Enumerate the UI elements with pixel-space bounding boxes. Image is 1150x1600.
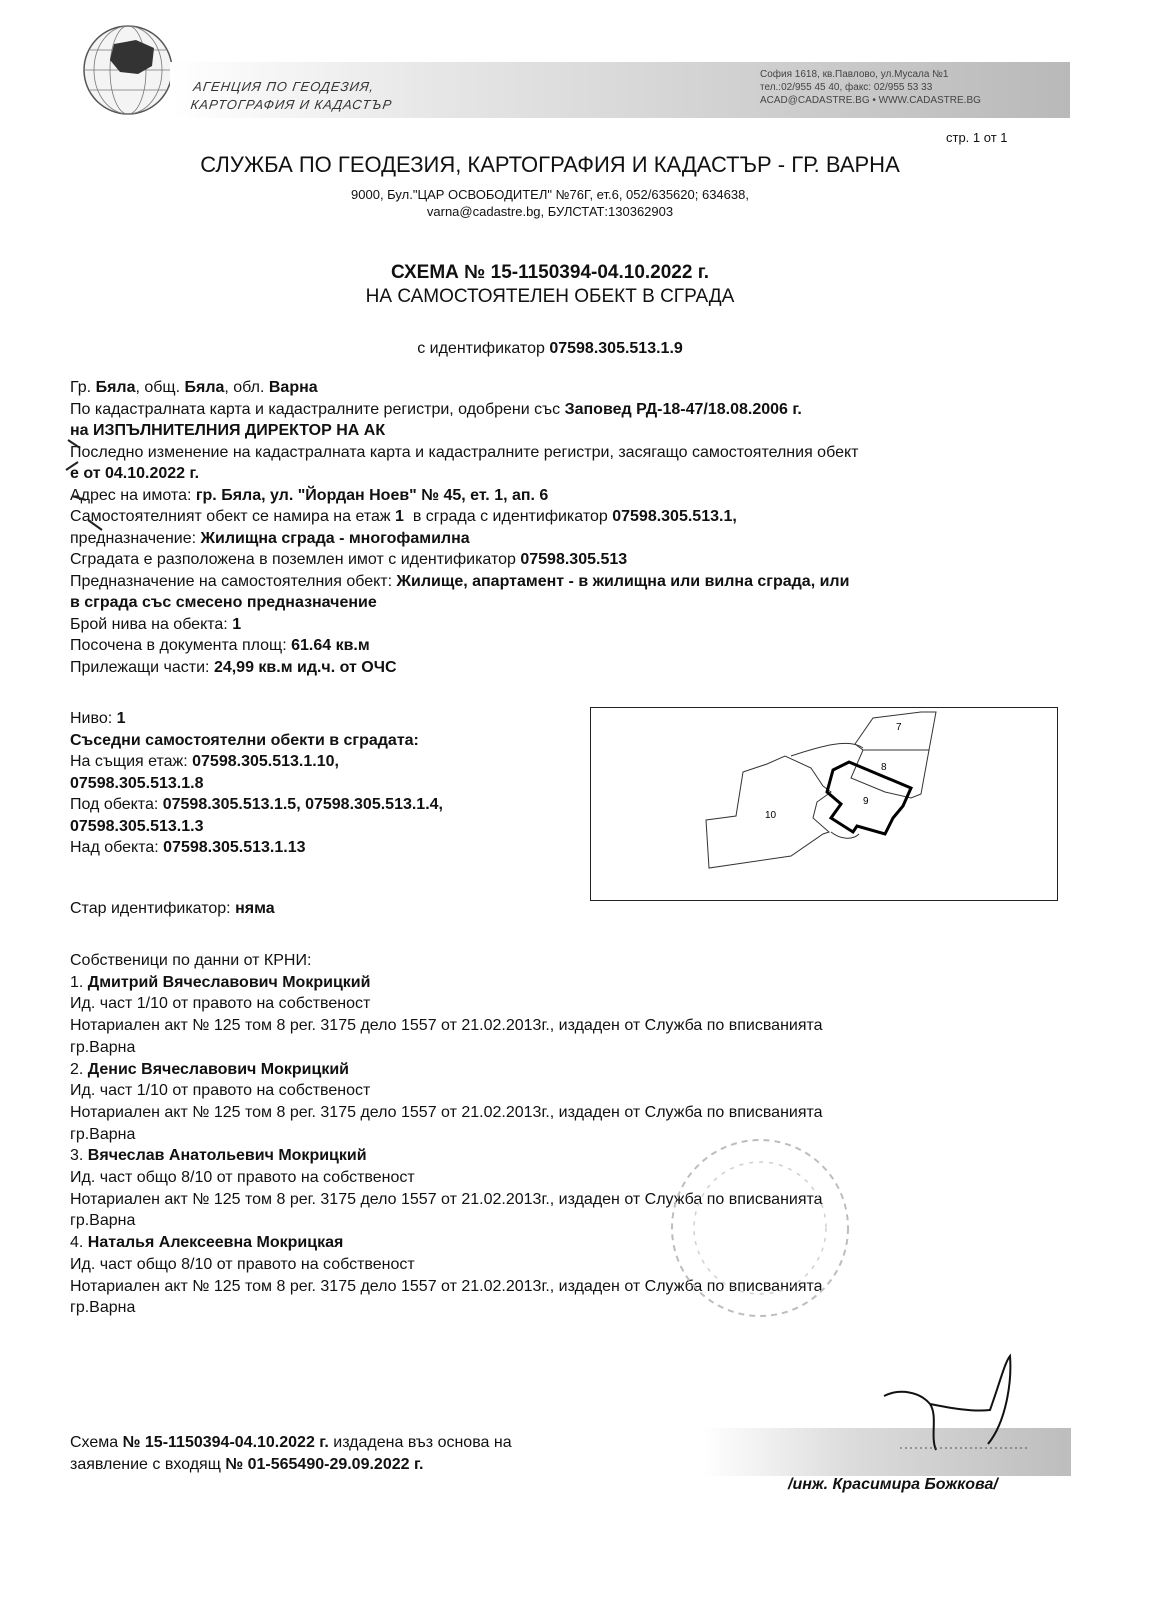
left-stamp-marks	[58, 400, 138, 560]
owner-3-name: 3. Вячеслав Анатольевич Мокрицкий	[70, 1147, 367, 1165]
office-title: СЛУЖБА ПО ГЕОДЕЗИЯ, КАРТОГРАФИЯ И КАДАСТЪР - ГР. ВАРНА	[200, 152, 900, 177]
owner-3-deed: Нотариален акт № 125 том 8 рег. 3175 дело 1557 от 21.02.2013г., издаден от Служба по вписванията	[70, 1190, 823, 1208]
owner-4-name: 4. Наталья Алексеевна Мокрицкая	[70, 1234, 344, 1252]
level-section	[70, 708, 443, 859]
owner-1-share: Ид. част 1/10 от правото на собственост	[70, 995, 371, 1013]
office-address: 9000, Бул."ЦАР ОСВОБОДИТЕЛ" №76Г, ет.6, 052/635620; 634638, varna@cadastre.bg, БУЛСТАТ:130362903	[351, 187, 749, 219]
owners-section	[70, 950, 1070, 1319]
address-line: Адрес на имота: гр. Бяла, ул. "Йордан Ноев" № 45, ет. 1, ап. 6	[70, 486, 549, 504]
owner-4-city: гр.Варна	[70, 1299, 136, 1317]
office-stamp	[660, 1128, 860, 1328]
object-purpose-line-2: в сграда със смесено предназначение	[70, 594, 377, 611]
approval-line: По кадастралната карта и кадастралните регистри, одобрени със Заповед РД-18-47/18.08.2006 г.	[70, 400, 802, 418]
owner-2-city: гр.Варна	[70, 1125, 136, 1143]
agency-name: АГЕНЦИЯ ПО ГЕОДЕЗИЯ, КАРТОГРАФИЯ И КАДАСТЪР	[189, 79, 394, 112]
above-line: Над обекта: 07598.305.513.1.13	[70, 839, 306, 856]
floor-line: Самостоятелният обект се намира на етаж 1 в сграда с идентификатор 07598.305.513.1,	[70, 508, 737, 525]
parts-line: Прилежащи части: 24,99 кв.м ид.ч. от ОЧС	[70, 658, 397, 676]
owner-2-name: 2. Денис Вячеславович Мокрицкий	[70, 1060, 349, 1078]
owners-heading: Собственици по данни от КРНИ:	[70, 952, 312, 969]
owner-2-deed: Нотариален акт № 125 том 8 рег. 3175 дело 1557 от 21.02.2013г., издаден от Служба по вписванията	[70, 1103, 823, 1121]
below-line: Под обекта: 07598.305.513.1.5, 07598.305.513.1.4,	[70, 796, 443, 813]
object-purpose-line: Предназначение на самостоятелния обект: Жилище, апартамент - в жилищна или вилна сграда, или	[70, 572, 850, 590]
floor-plan	[590, 707, 1058, 901]
signature	[860, 1352, 1040, 1462]
owner-3-share: Ид. част общо 8/10 от правото на собственост	[70, 1169, 415, 1187]
agency-contact: София 1618, кв.Павлово, ул.Мусала №1 тел.:02/955 45 40, факс: 02/955 53 33 ACAD@CADASTRE.BG • WWW.CADASTRE.BG	[760, 69, 981, 106]
area-line: Посочена в документа площ: 61.64 кв.м	[70, 637, 370, 654]
approval-authority: на ИЗПЪЛНИТЕЛНИЯ ДИРЕКТОР НА АК	[70, 422, 386, 439]
owner-1-city: гр.Варна	[70, 1038, 136, 1056]
same-floor-line: На същия етаж: 07598.305.513.1.10,	[70, 753, 339, 770]
object-identifier: с идентификатор 07598.305.513.1.9	[417, 340, 683, 357]
plot-line: Сградата е разположена в поземлен имот с идентификатор 07598.305.513	[70, 551, 628, 568]
same-floor-line-2: 07598.305.513.1.8	[70, 774, 204, 792]
unit-8-label: 8	[881, 762, 887, 773]
owner-2-share: Ид. част 1/10 от правото на собственост	[70, 1082, 371, 1100]
building-purpose-line: предназначение: Жилищна сграда - многофамилна	[70, 529, 470, 547]
old-identifier: Стар идентификатор: няма	[70, 900, 275, 917]
level-line: Ниво: 1	[70, 710, 126, 727]
owner-1-name: 1. Дмитрий Вячеславович Мокрицкий	[70, 973, 371, 991]
signer-name: /инж. Красимира Божкова/	[788, 1476, 998, 1493]
neighbors-heading: Съседни самостоятелни обекти в сградата:	[70, 731, 419, 749]
unit-7-label: 7	[896, 722, 902, 733]
owner-4-share: Ид. част общо 8/10 от правото на собственост	[70, 1255, 415, 1273]
levels-line: Брой нива на обекта: 1	[70, 615, 242, 633]
owner-3-city: гр.Варна	[70, 1212, 136, 1230]
last-change-date: е от 04.10.2022 г.	[70, 465, 200, 482]
footer-issued: Схема № 15-1150394-04.10.2022 г. издадена въз основа на заявление с входящ № 01-565490-29.09.2022 г.	[70, 1434, 512, 1473]
unit-10-label: 10	[765, 810, 777, 821]
scheme-title: СХЕМА № 15-1150394-04.10.2022 г.	[391, 262, 709, 283]
owner-1-deed: Нотариален акт № 125 том 8 рег. 3175 дело 1557 от 21.02.2013г., издаден от Служба по вписванията	[70, 1017, 823, 1035]
location-line: Гр. Бяла, общ. Бяла, обл. Варна	[70, 379, 318, 396]
owner-4-deed: Нотариален акт № 125 том 8 рег. 3175 дело 1557 от 21.02.2013г., издаден от Служба по вписванията	[70, 1277, 823, 1295]
below-line-2: 07598.305.513.1.3	[70, 817, 204, 835]
plan-arc	[831, 832, 859, 838]
plan-curve	[791, 743, 863, 756]
unit-9-outline	[827, 762, 911, 834]
object-info	[70, 377, 1070, 678]
last-change-line: Последно изменение на кадастралната карта и кадастралните регистри, засягащо самостоятелния обект	[70, 443, 859, 461]
scheme-subtitle: НА САМОСТОЯТЕЛЕН ОБЕКТ В СГРАДА	[365, 286, 735, 307]
unit-9-label: 9	[863, 796, 869, 807]
page-number: стр. 1 от 1	[946, 130, 1008, 145]
unit-8-outline	[851, 750, 929, 798]
